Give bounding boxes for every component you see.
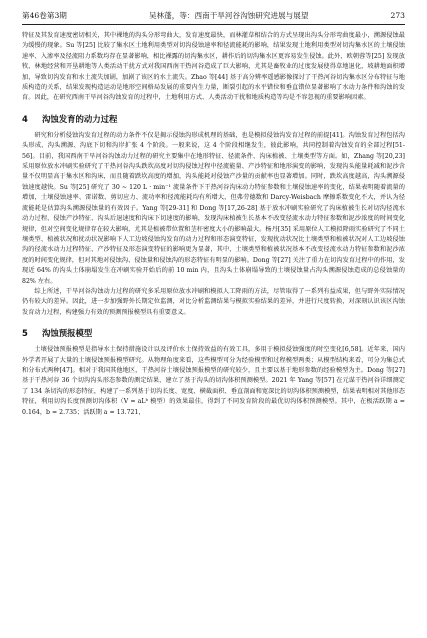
page-number: 273 [390,11,405,20]
section-heading [22,327,405,339]
section-title: 沟蚀预报模型 [42,328,93,339]
page-body [22,25,405,418]
volume-issue: 第46卷第3期 [22,11,67,20]
section-number: 5 [22,328,28,339]
body-paragraph: 综上所述，干旱河谷沟蚀动力过程的研究多采用原位放水冲刷和模拟人工降雨的方法，尽管取得了一系列有益成果，但与野外实际情况仍有较大的差异。因此，进一步加强野外长期定位监测，对比分析监测结果与模拟实验结果的差异，并进行尺度转换，对深刻认识该区沟蚀发育动力过程，构建强力有效的预测预报模型具有重要意义。 [22,287,405,316]
section-title: 沟蚀发育的动力过程 [42,113,118,124]
section-number: 4 [22,113,28,124]
section-heading [22,113,405,125]
body-paragraph: 特征及其发育速度密切相关，其中裸地的沟头分形弯曲大，发育速度最快，而林灌草相结合的方式呈现出沟头分形弯曲度最小，溯源侵蚀最为缓慢的现象。Su 等[25] 比较了集水区土地利用类型对切沟侵蚀速率和径流能耗的影响，结果发现土地利用类型对切沟集水区的土壤侵蚀速率、入渗率及径流阻力系数均存在显著影响，相比裸露的切沟集水区，耕作后的切沟集水区更容易发生侵蚀。此外，欧朝蓉等[25] 发现放牧、林地经营和开垦耕地等人类活动干扰方式对我国西南干热河谷造成了巨大影响，尤其是畜牧业的过度发展使得草地退化，坡耕地面积增加，导致切沟发育和水土流失加剧，加剧了该区的水土流失。Zhao 等[44] 基于高分辨率遥感影像探讨了干热河谷切沟集水区分布特征与地质构造的关系，结果发现构造运动是地形空间格局发展的重要内生力量，断裂引起的水平错位和垂直错位显著影响了水动力条件和沟蚀的发育。因此，在研究西南干旱河谷沟蚀发育的过程中，土地利用方式、人类活动干扰和地质构造等均是不容忽视的重要影响因素。 [22,32,405,102]
body-paragraph: 土壤侵蚀预报模型是指导水土保持措施设计以及评价水土保持效益的有效工具，多用于模拟侵蚀强度的时空变化[6,58]。近年来，国内外学者开展了大量的土壤侵蚀预报模型研究。从物理角度来看，这些模型可分为经验模型和过程模型两类；从模型结构来看，可分为集总式和分布式两种[47]。相对于我国其他地区，干热河谷土壤侵蚀预报模型的研究较少，且主要以基于地形参数的经验模型为主。Dong 等[27] 基于干热河谷 36 个切沟沟头形态参数的测定结果，建立了基于沟头的切沟体积预测模型。2021 年 Yang 等[57] 在元谋干热河谷详细测定了 134 条切沟的形态特征，构建了一系列基于切沟长度、宽度、横截面积、垂直剖面和宽深比的切沟体积预测模型，结果表明相对其他形态特征，利用切沟长度预测切沟体积（V = aLᵇ 模型）的效果最佳，得到了不同发育阶段的最优切沟体积预测模型。其中，在极活跃期 a = 0.164，b = 2.735；活跃期 a = 13.721， [22,346,405,416]
running-header [22,6,405,25]
body-paragraph: 研究和分析侵蚀沟发育过程的动力条件不仅是揭示侵蚀沟形成机理的基础，也是模拟侵蚀沟发育过程的前提[41]。沟蚀发育过程包括沟头形成、沟头溯源、沟底下切和沟岸扩张 4 个阶段。一般来说，这 4 个阶段相继发生，彼此影响，共同控制着沟蚀发育的全部过程[51-56]。目前，我国西南干旱河谷沟蚀动力过程的研究主要集中在地形特征、径流条件、沟床植被、土壤类型等方面。如，Zhang 等[20,23] 采用原位放水冲刷实验研究了干热河谷沟头跌坎高度对切沟侵蚀过程中径流能量、产沙特征和地形演变的影响，发现沟头能量耗减和泥沙含量不仅明显高于集水区和沟床，而且随着跌坎高度的增加，沟头能耗对侵蚀产沙量的贡献率也显著增加。同时，跌坎高度越高，沟头溯源侵蚀速度越快。Su 等[25] 研究了 30 ~ 120 L · min⁻¹ 流量条件下干热河谷沟床动力特征参数和土壤侵蚀速率的变化，结果表明随着流量的增加，土壤侵蚀速率、雷诺数、剪切应力、流功率和径流能耗均有所增大，但弗劳德数和 Darcy-Weisbach 摩擦系数变化不大，并认为径流能耗是估算沟头溯源侵蚀量的有效因子。Yang 等[29-31] 和 Dong 等[17,26-28] 基于放水冲刷实验研究了沟床植被生长对切沟径流水动力过程、侵蚀产沙特征、沟头后退速度和沟床下切速度的影响，发现沟床植被生长基本不改变径流水动力特征参数和泥沙浓度的时间变化规律，但对空间变化规律存在较大影响，尤其是植被带位置和茎秆密度大小的影响最大。杨丹[35] 采用原位人工模拟降雨实验研究了不同土壤类型、植被状况和扰动状况影响下人工边坡侵蚀沟发育的动力过程和形态演变特征，发现扰动状况比土壤类型和植被状况对人工边坡侵蚀沟的径流水动力过程特征、产沙特征及形态演变特征的影响更为显著，其中，土壤类型和植被状况基本不改变径流水动力特征参数和泥沙浓度的时间变化规律，但对其地对侵蚀沟、侵蚀量和侵蚀沟的形态特征有明显的影响。Dong 等[27] 关注了重力在切沟发育过程中的作用，发现近 64% 的沟头土体崩塌发生在冲刷实验开始后的前 10 min 内，且沟头土体崩塌导致的土壤侵蚀量占沟头溯源侵蚀造成的总侵蚀量的 82% 左右。 [22,131,405,285]
running-title: 吴林蓬，等：西南干旱河谷沟蚀研究进展与展望 [148,11,309,20]
